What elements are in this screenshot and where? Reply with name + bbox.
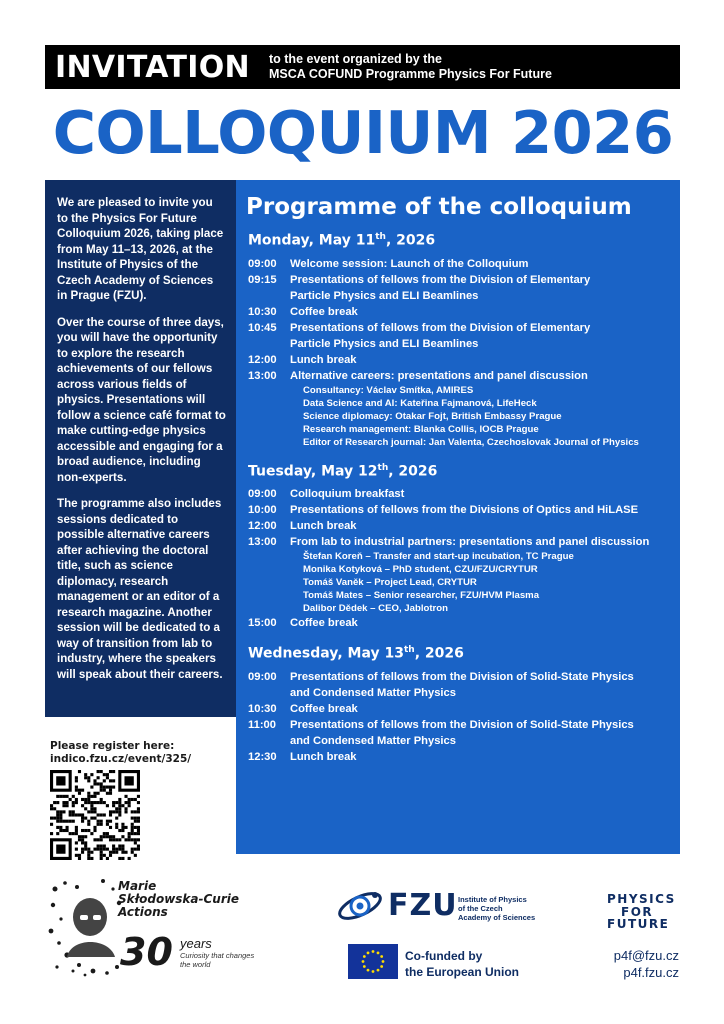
session: Alternative careers: presentations and panel discussion [290,369,588,382]
session [290,320,668,352]
slogan-line: Curiosity that changes [180,951,255,960]
speaker: Dalibor Dědek – CEO, Jablotron [303,603,449,615]
fzu-desc-line: Academy of Sciences [458,913,536,922]
programme-title: Programme of the colloquium [246,194,632,220]
schedule-row [248,717,668,749]
time: 09:15 [248,273,277,286]
time: 15:00 [248,617,277,630]
fzu-description [458,895,535,922]
time: 09:00 [248,670,277,683]
day-year: , 2026 [385,232,436,249]
schedule-row [248,320,668,352]
schedule-row [248,272,668,304]
msca-line: Marie [118,879,157,893]
time: 13:00 [248,369,277,382]
p4f-logo [607,893,676,931]
speaker: Monika Kotyková – PhD student, CZU/FZU/CRYTUR [303,564,538,576]
speaker: Research management: Blanka Collis, IOCB Prague [303,423,539,435]
years-number: 30 [120,930,173,974]
intro-paragraph-3: The programme also includes sessions dedicated to possible alternative careers after achieving the doctoral title, such as science diplomacy, research management or an editor of a research magazine. Another session will be dedicated to a way of transition from lab to industry, where the speakers will speak about their careers. [57,497,223,681]
session-text: Presentations of fellows from the Division of Solid-State Physics [290,670,634,683]
schedule-row [248,749,668,765]
schedule-row [248,615,668,631]
qr-code-icon[interactable] [50,770,140,860]
years-slogan [180,951,254,969]
day-heading [248,645,668,662]
time: 09:00 [248,257,277,270]
time: 10:30 [248,305,277,318]
intro-paragraph-1: We are pleased to invite you to the Physics For Future Colloquium 2026, taking place from May 11–13, 2026, at the Institute of Physics of the Czech Academy of Sciences in Prague (FZU). [57,196,224,302]
day-wednesday [248,645,668,765]
time: 10:00 [248,504,277,517]
speaker: Data Science and AI: Kateřina Fajmanová, LifeHeck [303,397,537,409]
session: Colloquium breakfast [290,488,405,501]
schedule-row [248,701,668,717]
intro-paragraph-2: Over the course of three days, you will have the opportunity to explore the research achievements of our fellows across various fields of physics. Presentations will follow a science café format to make cutting-edge physics accessible and engaging for a broad audience, including non-experts. [57,315,226,484]
day-heading [248,232,668,249]
time: 12:30 [248,750,277,763]
session-subtext: Particle Physics and ELI Beamlines [290,337,479,350]
registration-info [50,740,191,766]
day-tuesday [248,463,668,632]
speaker: Science diplomacy: Otakar Fojt, British Embassy Prague [303,410,562,422]
banner-subtitle-line1: to the event organized by the [269,52,442,66]
session: Coffee break [290,702,358,715]
session-subtext: and Condensed Matter Physics [290,734,456,747]
p4f-line: FOR [621,904,654,919]
session-subtext: and Condensed Matter Physics [290,686,456,699]
time: 13:00 [248,536,277,549]
banner-subtitle [261,52,552,82]
day-name: Monday, May 11 [248,232,376,249]
schedule-row [248,518,668,534]
msca-title [118,880,239,919]
day-suffix: th [403,645,415,656]
session: Coffee break [290,305,358,318]
session-text: Presentations of fellows from the Division of Elementary [290,273,591,286]
session [290,272,668,304]
p4f-line: PHYSICS [607,892,676,906]
session-subtext: Particle Physics and ELI Beamlines [290,289,479,302]
time: 10:30 [248,702,277,715]
day-monday [248,232,668,449]
contact-info [614,947,679,981]
day-heading [248,463,668,480]
msca-line: Skłodowska-Curie [118,892,240,906]
session-text: Presentations of fellows from the Division of Solid-State Physics [290,718,634,731]
time: 09:00 [248,488,277,501]
eu-flag-icon [348,944,398,979]
schedule-row [248,534,668,550]
speaker-list [248,550,668,615]
speaker: Consultancy: Václav Smítka, AMIRES [303,384,474,396]
p4f-line: FUTURE [607,917,670,931]
day-name: Wednesday, May 13 [248,645,404,662]
session: Lunch break [290,353,357,366]
schedule-row [248,352,668,368]
eu-cofunded [405,948,519,980]
eu-line: the European Union [405,965,519,979]
fzu-desc-line: Institute of Physics [458,895,527,904]
slogan-line: the world [180,960,211,969]
schedule-row [248,304,668,320]
fzu-wordmark: FZU [388,888,458,923]
session [290,717,668,749]
fzu-atom-icon [335,885,385,927]
eu-line: Co-funded by [405,949,483,963]
schedule-row [248,256,668,272]
time: 10:45 [248,321,277,334]
session: Welcome session: Launch of the Colloquium [290,257,529,270]
day-suffix: th [375,232,386,242]
fzu-desc-line: of the Czech [458,904,503,913]
invitation-title: INVITATION [55,49,250,85]
session: Lunch break [290,750,357,763]
day-year: , 2026 [388,463,438,480]
day-suffix: th [377,462,389,473]
session: Coffee break [290,617,358,630]
day-name: Tuesday, May 12 [248,463,378,480]
session-text: Presentations of fellows from the Division of Elementary [290,321,591,334]
speaker: Tomáš Vaněk – Project Lead, CRYTUR [303,577,477,589]
contact-website[interactable]: p4f.fzu.cz [623,965,679,980]
speaker: Štefan Koreň – Transfer and start-up incubation, TC Prague [303,551,574,563]
schedule-row [248,669,668,701]
contact-email[interactable]: p4f@fzu.cz [613,948,679,963]
speaker: Tomáš Mates – Senior researcher, FZU/HVM Plasma [303,590,540,602]
event-title: COLLOQUIUM 2026 [52,98,674,167]
session: Presentations of fellows from the Divisions of Optics and HiLASE [290,504,639,517]
schedule-row [248,486,668,502]
time: 12:00 [248,520,277,533]
schedule-row [248,368,668,384]
msca-line: Actions [118,905,168,919]
speaker: Editor of Research journal: Jan Valenta, Czechoslovak Journal of Physics [303,436,639,448]
session [290,669,668,701]
session: Lunch break [290,520,357,533]
schedule-row [248,502,668,518]
session: From lab to industrial partners: presentations and panel discussion [290,536,650,549]
years-word: years [180,936,212,951]
register-label: Please register here: [50,740,175,752]
intro-panel [45,180,236,717]
header-banner [45,45,680,89]
day-year: , 2026 [414,645,464,662]
time: 11:00 [248,718,276,731]
programme-panel [236,180,680,854]
speaker-list [248,384,668,449]
banner-subtitle-line2: MSCA COFUND Programme Physics For Future [269,67,552,81]
time: 12:00 [248,353,277,366]
register-link[interactable]: indico.fzu.cz/event/325/ [50,753,192,765]
